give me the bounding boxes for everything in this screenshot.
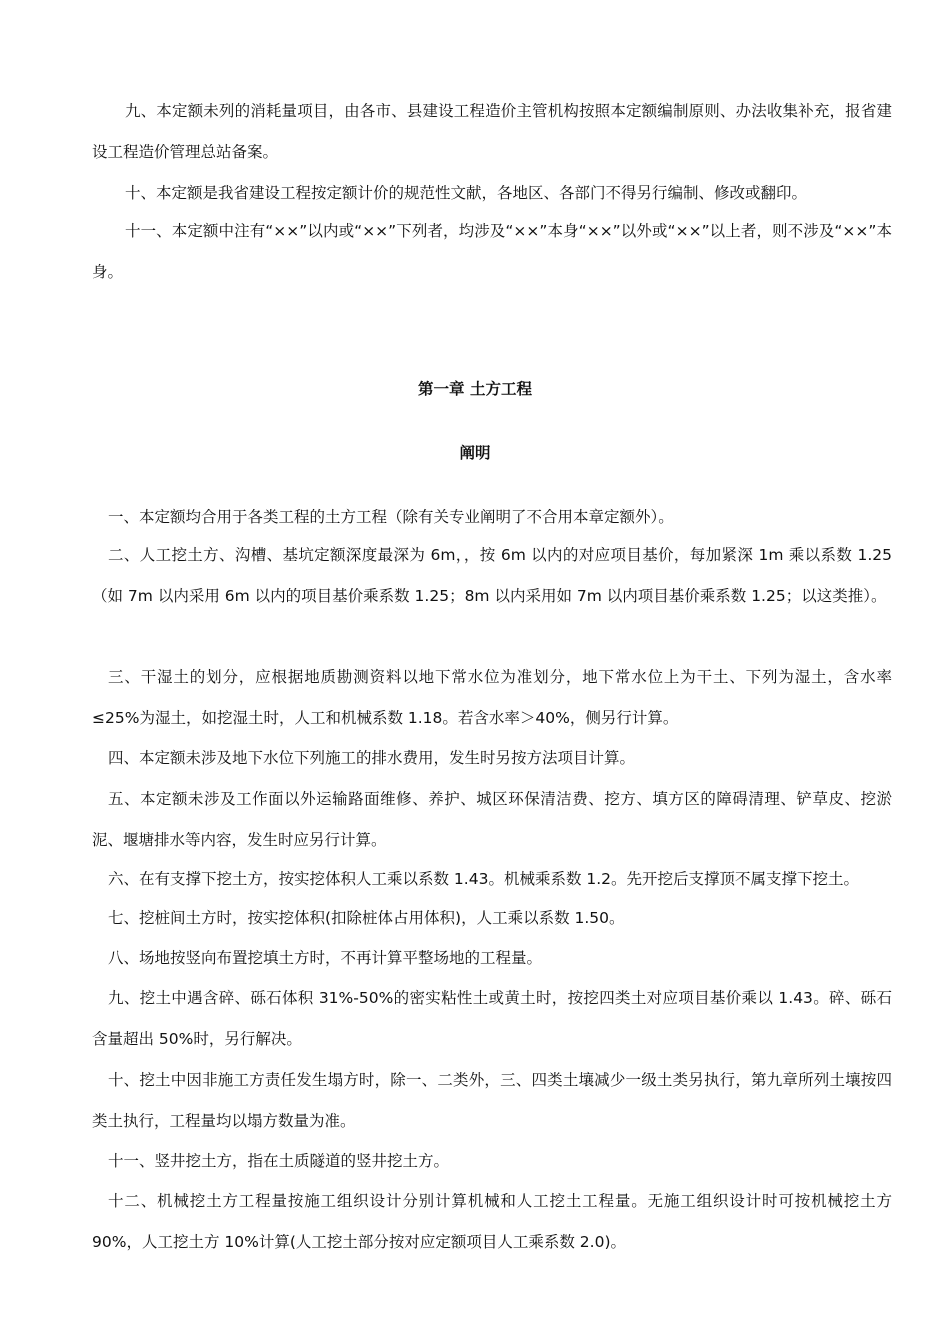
item-3: 三、干湿土的划分，应根据地质勘测资料以地下常水位为准划分，地下常水位上为干土、下列为湿土，含水率≤25%为湿土，如挖湿土时，人工和机械系数 1.18。若含水率＞40%，侧另行计算。 bbox=[92, 668, 892, 727]
item-11: 十一、竖井挖土方，指在土质隧道的竖井挖土方。 bbox=[108, 1152, 450, 1170]
preface-item-10: 十、本定额是我省建设工程按定额计价的规范性文献，各地区、各部门不得另行编制、修改或翻印。 bbox=[125, 184, 808, 202]
item-9: 九、挖土中遇含碎、砾石体积 31%-50%的密实粘性土或黄土时，按挖四类土对应项目基价乘以 1.43。碎、砾石含量超出 50%时，另行解决。 bbox=[92, 989, 892, 1048]
item-10: 十、挖土中因非施工方责任发生塌方时，除一、二类外，三、四类土壤减少一级土类另执行，第九章所列土壤按四类土执行，工程量均以塌方数量为准。 bbox=[92, 1071, 892, 1130]
item-7: 七、挖桩间土方时，按实挖体积(扣除桩体占用体积)，人工乘以系数 1.50。 bbox=[108, 909, 625, 927]
item-2: 二、人工挖土方、沟槽、基坑定额深度最深为 6m，，按 6m 以内的对应项目基价，每加紧深 1m 乘以系数 1.25（如 7m 以内采用 6m 以内的项目基价乘系数 1.25；8m 以内采用如 7m 以内项目基价乘系数 1.25；以这类推）。 bbox=[92, 546, 892, 605]
item-1: 一、本定额均合用于各类工程的土方工程（除有关专业阐明了不合用本章定额外）。 bbox=[108, 508, 674, 526]
preface-item-9: 九、本定额未列的消耗量项目，由各市、县建设工程造价主管机构按照本定额编制原则、办法收集补充，报省建设工程造价管理总站备案。 bbox=[92, 102, 892, 161]
preface-item-11: 十一、本定额中注有“××”以内或“××”下列者，均涉及“××”本身“××”以外或“××”以上者，则不涉及“××”本身。 bbox=[92, 222, 892, 281]
item-12: 十二、机械挖土方工程量按施工组织设计分别计算机械和人工挖土工程量。无施工组织设计时可按机械挖土方 90%，人工挖土方 10%计算(人工挖土部分按对应定额项目人工乘系数 2.0)。 bbox=[92, 1192, 892, 1251]
item-8: 八、场地按竖向布置挖填土方时，不再计算平整场地的工程量。 bbox=[108, 949, 543, 967]
item-4: 四、本定额未涉及地下水位下列施工的排水费用，发生时另按方法项目计算。 bbox=[108, 749, 636, 767]
section-heading: 阐明 bbox=[459, 444, 491, 462]
item-5: 五、本定额未涉及工作面以外运输路面维修、养护、城区环保清洁费、挖方、填方区的障碍清理、铲草皮、挖淤泥、堰塘排水等内容，发生时应另行计算。 bbox=[92, 790, 892, 849]
chapter-title: 第一章 土方工程 bbox=[418, 380, 532, 398]
item-6: 六、在有支撑下挖土方，按实挖体积人工乘以系数 1.43。机械乘系数 1.2。先开挖后支撑顶不属支撑下挖土。 bbox=[108, 870, 860, 888]
